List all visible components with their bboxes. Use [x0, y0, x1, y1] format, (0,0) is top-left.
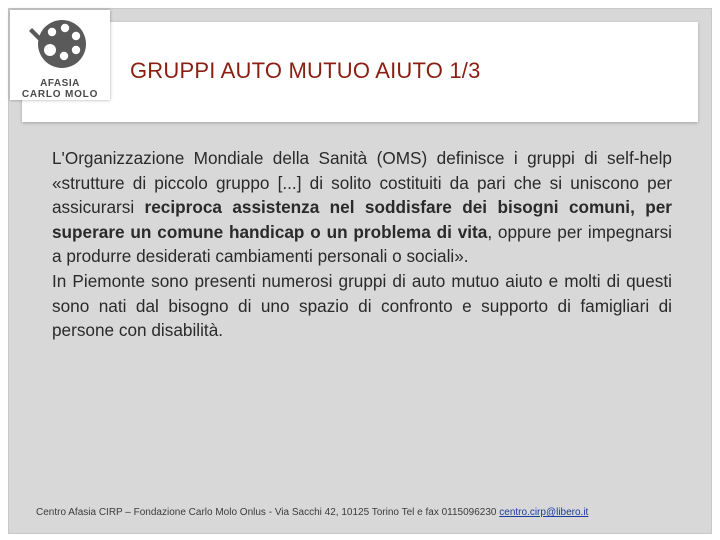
palette-icon [10, 10, 110, 78]
slide-body [52, 146, 672, 343]
footer-email-link[interactable]: centro.cirp@libero.it [499, 507, 589, 518]
paragraph-2: In Piemonte sono presenti numerosi gruppi di auto mutuo aiuto e molti di questi sono nati dal bisogno di uno spazio di confronto e supporto di famigliari di persone con disabilità. [52, 270, 672, 341]
paragraph-1-bold: reciproca assistenza nel soddisfare dei bisogni comuni, per superare un comune handicap o un problema di vita [52, 197, 672, 242]
paragraph-1-part1: L'Organizzazione Mondiale della Sanità (OMS) definisce i gruppi di self-help «strutture di piccolo gruppo [...] di solito costituiti da pari che si uniscono per assicurarsi [52, 148, 672, 218]
paragraph-1-part2: , oppure per impegnarsi a produrre desiderati cambiamenti personali o sociali». [52, 221, 672, 267]
logo-line1: AFASIA [40, 78, 80, 89]
paragraph-1 [52, 146, 672, 269]
logo [10, 10, 110, 100]
slide-title: GRUPPI AUTO MUTUO AIUTO 1/3 [130, 58, 481, 83]
footer [36, 507, 588, 518]
footer-text: Centro Afasia CIRP – Fondazione Carlo Molo Onlus - Via Sacchi 42, 10125 Torino Tel e fax 0115096230 [36, 507, 500, 518]
logo-line2: CARLO MOLO [21, 89, 99, 100]
